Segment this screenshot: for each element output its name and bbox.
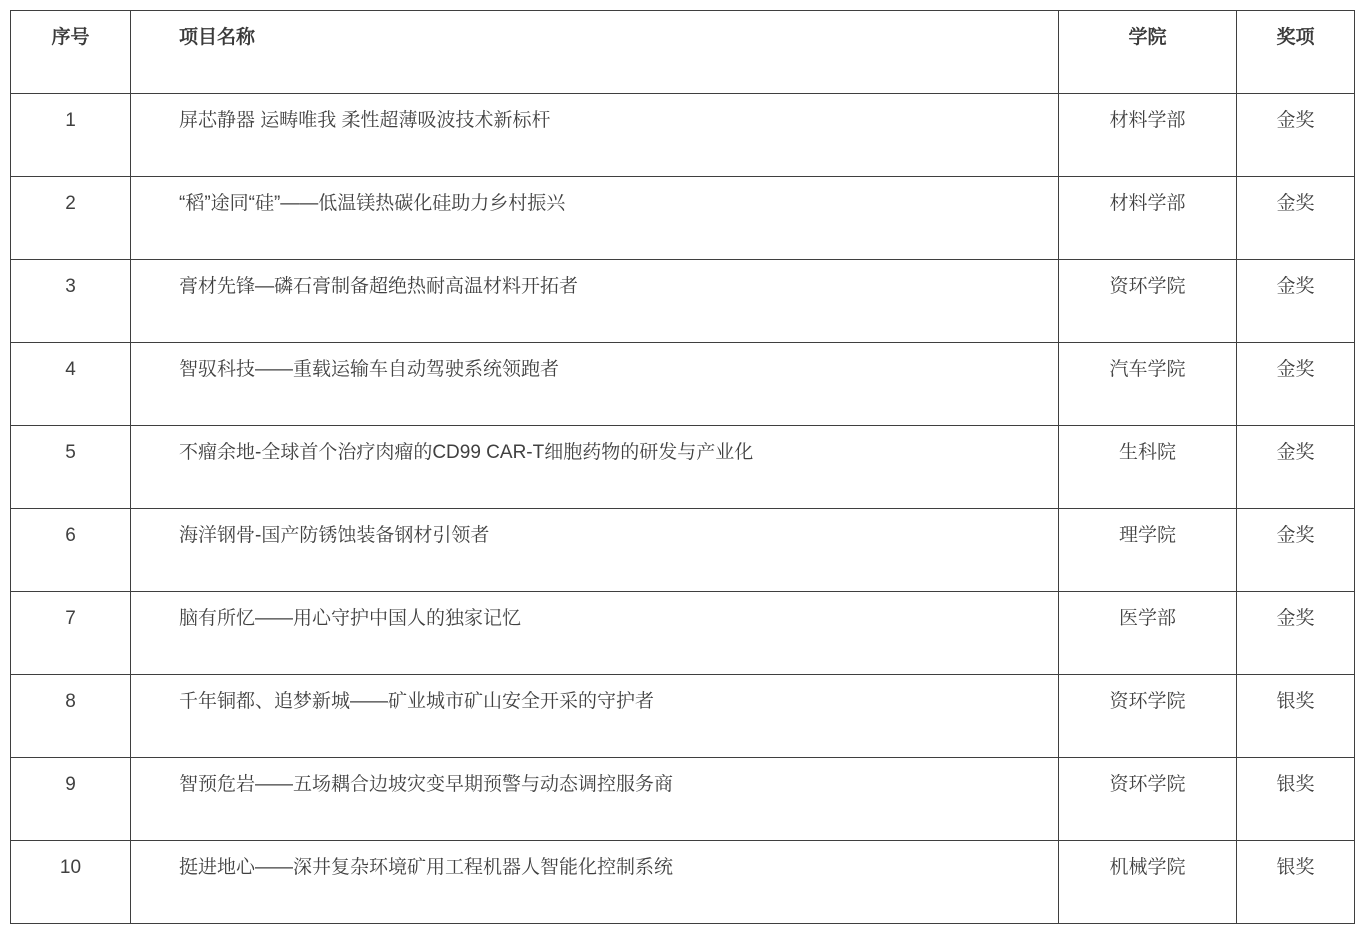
table-row [11,426,1355,509]
header-cell-no: 序号 [11,11,131,94]
cell-college: 医学部 [1059,592,1237,675]
cell-award: 金奖 [1237,260,1355,343]
cell-college: 生科院 [1059,426,1237,509]
cell-no: 8 [11,675,131,758]
cell-award: 银奖 [1237,758,1355,841]
cell-award: 金奖 [1237,343,1355,426]
cell-no: 3 [11,260,131,343]
cell-no: 4 [11,343,131,426]
table-row [11,592,1355,675]
cell-award: 银奖 [1237,841,1355,924]
cell-award: 金奖 [1237,94,1355,177]
header-cell-project: 项目名称 [131,11,1059,94]
cell-no: 1 [11,94,131,177]
cell-college: 资环学院 [1059,260,1237,343]
table-row [11,177,1355,260]
cell-college: 资环学院 [1059,675,1237,758]
cell-award: 银奖 [1237,675,1355,758]
cell-project: 千年铜都、追梦新城——矿业城市矿山安全开采的守护者 [131,675,1059,758]
cell-project: 不瘤余地-全球首个治疗肉瘤的CD99 CAR-T细胞药物的研发与产业化 [131,426,1059,509]
cell-college: 材料学部 [1059,177,1237,260]
cell-no: 9 [11,758,131,841]
table-row [11,343,1355,426]
table-row [11,758,1355,841]
cell-project: 脑有所忆——用心守护中国人的独家记忆 [131,592,1059,675]
table-row [11,260,1355,343]
award-table [10,10,1355,924]
header-row [11,11,1355,94]
cell-project: 挺进地心——深井复杂环境矿用工程机器人智能化控制系统 [131,841,1059,924]
cell-project: 智预危岩——五场耦合边坡灾变早期预警与动态调控服务商 [131,758,1059,841]
cell-no: 10 [11,841,131,924]
cell-project: “稻”途同“硅”——低温镁热碳化硅助力乡村振兴 [131,177,1059,260]
cell-project: 屏芯静器 运畴唯我 柔性超薄吸波技术新标杆 [131,94,1059,177]
cell-no: 6 [11,509,131,592]
cell-project: 智驭科技——重载运输车自动驾驶系统领跑者 [131,343,1059,426]
table-header [11,11,1355,94]
cell-college: 机械学院 [1059,841,1237,924]
cell-project: 海洋钢骨-国产防锈蚀装备钢材引领者 [131,509,1059,592]
cell-award: 金奖 [1237,509,1355,592]
cell-project: 膏材先锋—磷石膏制备超绝热耐高温材料开拓者 [131,260,1059,343]
table-row [11,94,1355,177]
cell-college: 资环学院 [1059,758,1237,841]
cell-no: 7 [11,592,131,675]
cell-award: 金奖 [1237,426,1355,509]
table-body [11,94,1355,924]
cell-no: 5 [11,426,131,509]
cell-college: 理学院 [1059,509,1237,592]
cell-college: 材料学部 [1059,94,1237,177]
table-row [11,509,1355,592]
header-cell-award: 奖项 [1237,11,1355,94]
cell-college: 汽车学院 [1059,343,1237,426]
cell-award: 金奖 [1237,592,1355,675]
table-row [11,841,1355,924]
header-cell-college: 学院 [1059,11,1237,94]
cell-no: 2 [11,177,131,260]
table-row [11,675,1355,758]
cell-award: 金奖 [1237,177,1355,260]
